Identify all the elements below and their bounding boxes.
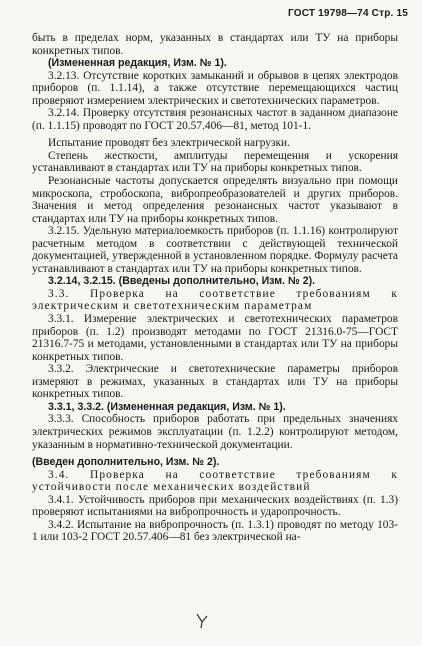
- paragraph: Испытание проводят без электрической нагрузки.: [48, 137, 290, 150]
- clause-3-4-2: 3.4.2. Испытание на вибропрочность (п. 1.3.1) проводят по методу 103-1 или 103-2 ГОСТ 20.57.406—81 без электрической на-: [32, 518, 398, 544]
- clause-3-3-1: 3.3.1. Измерение электрических и светотехнических параметров приборов (п. 1.2) производят методами по ГОСТ 21316.0-75—ГОСТ 21316.7-75 и методами, установленными в стандартах или ТУ на приборы конкретных типов.: [32, 313, 398, 363]
- amendment-note: (Введен дополнительно, Изм. № 2).: [32, 456, 220, 469]
- amendment-note: 3.3.1, 3.3.2. (Измененная редакция, Изм. № 1).: [48, 400, 286, 413]
- clause-3-2-14: 3.2.14. Проверку отсутствия резонансных частот в заданном диапазоне (п. 1.1.15) проводят по ГОСТ 20.57.406—81, метод 101-1.: [32, 107, 398, 132]
- clause-3-3-2: 3.3.2. Электрические и светотехнические параметры приборов измеряют в режимах, указанных в стандартах или ТУ на приборы конкретных типов.: [32, 363, 398, 401]
- paragraph: Резонансные частоты допускается определять визуально при помощи микроскопа, стробоскопа, вибропреобразователей и других приборов. Значения и метод определения резонансных частот указывают в стандартах или ТУ на приборы конкретных типов.: [32, 175, 398, 225]
- section-heading-3-4: 3.4. Проверка на соответствие требованиям к устойчивости после механических воздействий: [32, 468, 398, 494]
- clause-3-2-15: 3.2.15. Удельную материалоемкость приборов (п. 1.1.16) контролируют расчетным методом в соответствии с действующей технической документацией, утвержденной в установленном порядке. Формулу расчета устанавливают в стандартах или ТУ на приборы конкретных типов.: [32, 225, 398, 275]
- handwritten-mark-icon: [195, 612, 209, 630]
- page-header: ГОСТ 19798—74 Стр. 15: [288, 8, 408, 19]
- paragraph: Степень жесткости, амплитуды перемещения и ускорения устанавливают в стандартах или ТУ на приборы конкретных типов.: [32, 149, 398, 175]
- clause-3-3-3: 3.3.3. Способность приборов работать при предельных значениях электрических режимов эксплуатации (п. 1.2.2) контролируют методом, указанным в нормативно-технической документации.: [32, 413, 398, 451]
- clause-3-4-1: 3.4.1. Устойчивость приборов при механических воздействиях (п. 1.3) проверяют испытаниями на вибропрочность и ударопрочность.: [32, 493, 398, 519]
- document-body: [32, 32, 398, 544]
- section-heading-3-3: 3.3. Проверка на соответствие требованиям к электрическим и светотехническим параметрам: [32, 287, 398, 313]
- amendment-note: 3.2.14, 3.2.15. (Введены дополнительно, Изм. № 2).: [48, 275, 316, 288]
- amendment-note: (Измененная редакция, Изм. № 1).: [48, 57, 227, 70]
- clause-3-2-13: 3.2.13. Отсутствие коротких замыканий и обрывов в цепях электродов приборов (п. 1.1.14), а также отсутствие перемещающихся частиц проверяют измерением электрических и светотехнических параметров.: [32, 69, 398, 107]
- paragraph-continuation: быть в пределах норм, указанных в стандартах или ТУ на приборы конкретных типов.: [32, 32, 398, 57]
